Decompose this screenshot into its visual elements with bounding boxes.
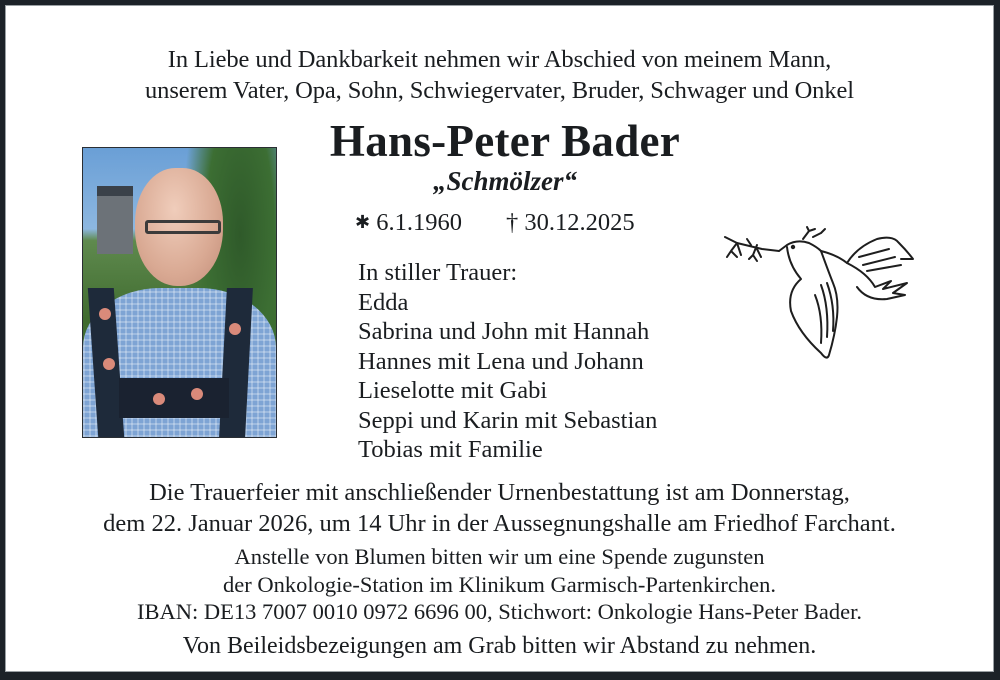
photo-house bbox=[97, 186, 133, 254]
closing-request: Von Beileidsbezeigungen am Grab bitten wir Abstand zu nehmen. bbox=[182, 633, 817, 659]
dove-with-olive-branch-icon bbox=[717, 225, 917, 365]
ceremony-line: Die Trauerfeier mit anschließender Urnenbestattung ist am Donnerstag, bbox=[149, 479, 850, 506]
mourner-name: Hannes mit Lena und Johann bbox=[358, 347, 644, 375]
cross-death-icon: † bbox=[505, 209, 519, 236]
photo-rose bbox=[191, 388, 203, 400]
intro-text bbox=[5, 44, 994, 106]
mourner-name: Lieselotte mit Gabi bbox=[358, 377, 548, 404]
donation-line: der Onkologie-Station im Klinikum Garmisch-Partenkirchen. bbox=[222, 571, 776, 597]
life-dates bbox=[355, 205, 635, 240]
asterisk-birth-icon: ✱ bbox=[355, 212, 371, 232]
donation-info bbox=[5, 543, 994, 626]
death-date: 30.12.2025 bbox=[524, 209, 635, 236]
mourner-name: Sabrina und John mit Hannah bbox=[358, 318, 650, 345]
donation-iban-line: IBAN: DE13 7007 0010 0972 6696 00, Stichwort: Onkologie Hans-Peter Bader. bbox=[137, 599, 862, 624]
obituary-notice bbox=[5, 5, 994, 672]
mourners-heading: In stiller Trauer: bbox=[358, 259, 518, 286]
deceased-nickname: „Schmölzer“ bbox=[432, 166, 578, 196]
mourner-name: Edda bbox=[358, 288, 409, 316]
deceased-name: Hans-Peter Bader bbox=[329, 116, 681, 166]
photo-rose bbox=[103, 358, 115, 370]
donation-line: Anstelle von Blumen bitten wir um eine Spende zugunsten bbox=[234, 544, 765, 569]
intro-line: unserem Vater, Opa, Sohn, Schwiegervater, Bruder, Schwager und Onkel bbox=[145, 77, 854, 104]
portrait-photo bbox=[82, 147, 277, 438]
ceremony-line: dem 22. Januar 2026, um 14 Uhr in der Aussegnungshalle am Friedhof Farchant. bbox=[103, 510, 896, 537]
photo-rose bbox=[99, 308, 111, 320]
photo-glasses bbox=[145, 220, 221, 234]
photo-rose bbox=[153, 393, 165, 405]
photo-suspender-bib bbox=[119, 378, 229, 418]
intro-line: In Liebe und Dankbarkeit nehmen wir Abschied von meinem Mann, bbox=[167, 46, 832, 73]
birth-date: 6.1.1960 bbox=[376, 209, 462, 236]
mourner-name: Seppi und Karin mit Sebastian bbox=[358, 406, 658, 434]
photo-rose bbox=[229, 323, 241, 335]
mourners-list bbox=[358, 258, 657, 465]
mourner-name: Tobias mit Familie bbox=[358, 436, 543, 463]
ceremony-info bbox=[5, 477, 994, 539]
